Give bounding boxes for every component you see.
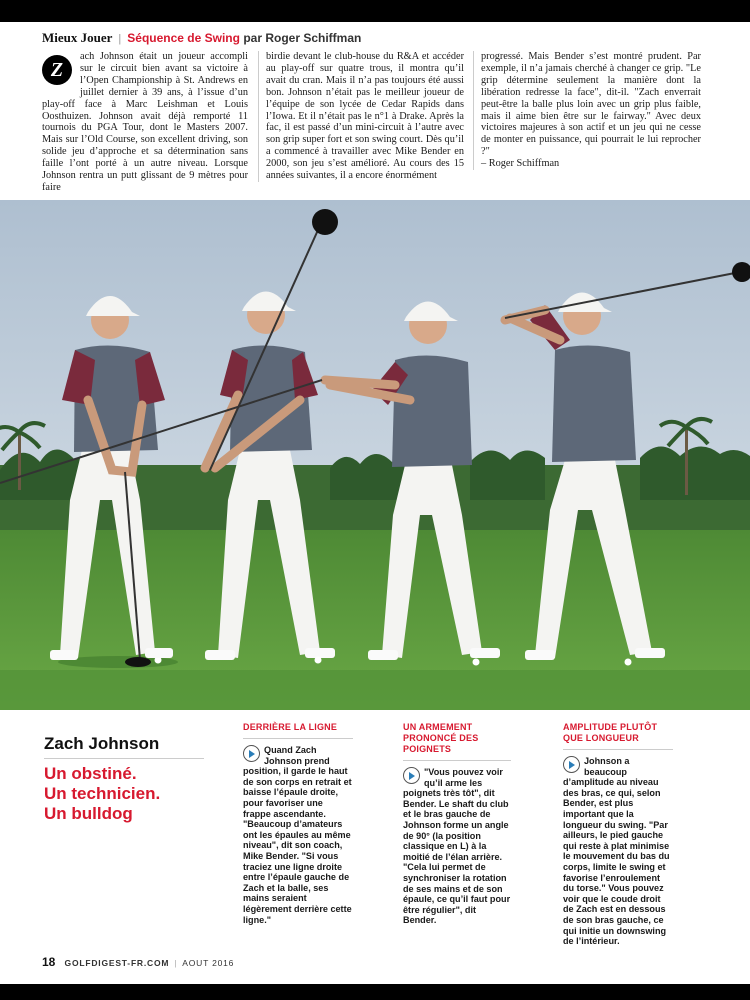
play-icon[interactable] — [563, 756, 580, 773]
descriptor-line: Un bulldog — [44, 804, 133, 823]
intro-text-3: progressé. Mais Bender s’est montré prudent. Par exemple, il n’a jamais cherché à changer ce grip. "Le grip détermine seulement la manière dont la libération redresse la face", dit-il. "Zach enverrait peut-être la balle plus loin avec un grip plus faible, mais il aime bien être sur le fairway." Avec deux victoires majeures à son actif et un jeu qui ne cesse de monter en puissance, qui pourrait le lui reprocher ?" — [481, 51, 701, 158]
intro-text-2: birdie devant le club-house du R&A et accéder au play-off sur quatre trous, il montra qu’il avait du cran. Mais il n’a pas toujours été aussi bon. Johnson n’était pas le meilleur joueur de l’équipe de son lycée de Cedar Rapids dans l’Iowa. Et il n’était pas le n°1 à Drake. Après la fac, il est passé d’un mini-circuit à l’autre avec son grip super fort et son swing court. Dès qu’il a commencé à travailler avec Mike Bender en 2000, son jeu s’est amélioré. Au cours des 15 années suivantes, il a encore énormément — [266, 51, 464, 182]
issue-date: AOUT 2016 — [182, 958, 235, 968]
intro-column-2 — [258, 51, 464, 182]
page-header — [42, 30, 712, 48]
bottom-black-bar — [0, 984, 750, 1000]
play-icon[interactable] — [243, 745, 260, 762]
author-signature: – Roger Schiffman — [481, 158, 560, 170]
intro-column-3 — [473, 51, 701, 170]
tip-heading: AMPLITUDE PLUTÔT QUE LONGUEUR — [563, 722, 673, 750]
author-byline: par Roger Schiffman — [243, 31, 362, 45]
footer-separator: | — [174, 958, 178, 968]
intro-column-1 — [42, 51, 248, 194]
profile-divider — [44, 758, 204, 759]
golfer-name: Zach Johnson — [44, 734, 160, 753]
tip-heading: UN ARMEMENT PRONONCÉ DES POIGNETS — [403, 722, 511, 761]
tip-body — [563, 756, 673, 947]
tip-body — [243, 745, 353, 925]
tip-body — [403, 767, 511, 926]
bottom-section — [0, 712, 750, 962]
section-title: Mieux Jouer — [42, 30, 113, 45]
page-footer — [42, 955, 234, 969]
website-url: GOLFDIGEST-FR.COM — [64, 958, 170, 968]
play-icon[interactable] — [403, 767, 420, 784]
tip-column-behind-line — [243, 722, 353, 925]
tip-text: Quand Zach Johnson prend position, il garde le haut de son corps en retrait et baisse l’épaule droite, pour favoriser une frappe ascendante. "Beaucoup d’amateurs ont les épaules au même niveau", dit son coach, Mike Bender. "Si vous traciez une ligne droite entre l’épaule gauche de Zach et la balle, ses mains seraient légèrement derrière cette ligne." — [243, 745, 352, 925]
top-black-bar — [0, 0, 750, 22]
descriptor-line: Un obstiné. — [44, 764, 137, 783]
tip-column-wrist-hinge — [403, 722, 511, 926]
tip-text: Johnson a beaucoup d’amplitude au niveau des bras, ce qui, selon Bender, est plus important que la longueur du swing. "Par ailleurs, le pied gauche qui reste à plat minimise le mouvement du bas du corps, limite le swing et favorise l’enroulement du torse." Vous pouvez voir que le coude droit de Zach est en dessous de son bras gauche, ce qui initie un downswing de l’intérieur. — [563, 756, 670, 947]
series-title: Séquence de Swing — [127, 31, 240, 45]
tip-heading: DERRIÈRE LA LIGNE — [243, 722, 353, 739]
header-separator: | — [118, 33, 122, 45]
swing-sequence-photo — [0, 200, 750, 710]
tip-column-width — [563, 722, 673, 947]
page-number: 18 — [42, 955, 56, 969]
golfer-descriptors — [44, 764, 214, 824]
intro-text-1: ach Johnson était un joueur accompli sur le circuit bien avant sa victoire à l’Open Championship à St. Andrews en juillet dernier à 39 ans, à l’issue d’un play-off face à Marc Leishman et Louis Oosthuizen. Johnson avait déjà remporté 11 tournois du PGA Tour, dont le Masters 2007. Mais sur l’Old Course, son excellent driving, son solide jeu d’approche et sa détermination sans faille l’ont porté à un autre niveau. Lorsque Johnson rentra un putt glissant de 9 mètres pour faire — [42, 51, 248, 193]
dropcap: Z — [42, 55, 72, 85]
descriptor-line: Un technicien. — [44, 784, 161, 803]
tip-text: "Vous pouvez voir qu’il arme les poignets très tôt", dit Bender. Le shaft du club et le bras gauche de Johnson forme un angle de 90° (la position classique en L) à la moitié de l’élan arrière. "Cela lui permet de synchroniser la rotation de ses mains et de son épaule, ce qu’il faut pour être régulier", dit Bender. — [403, 767, 511, 926]
